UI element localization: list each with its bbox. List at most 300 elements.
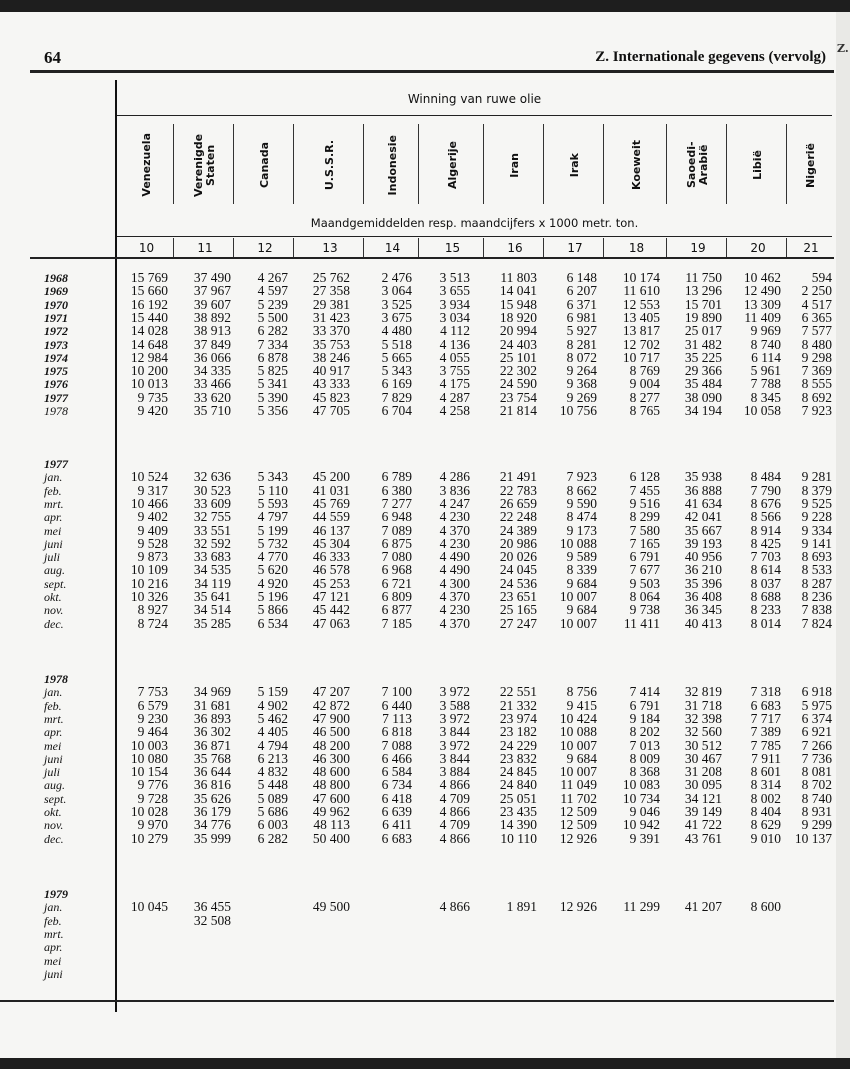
column-header-iran [485,124,545,206]
table-cell: 30 512 [684,737,722,753]
row-label: 1978 [44,404,68,418]
row-label: aug. [44,563,65,578]
table-cell: 13 296 [684,283,722,299]
table-cell: 3 655 [439,283,470,299]
table-cell: 9 230 [137,710,168,726]
table-cell: 7 911 [751,750,781,766]
table-cell: 25 051 [499,790,537,806]
row-label: okt. [44,590,62,604]
table-cell: 7 389 [750,724,781,740]
table-cell: 12 926 [559,830,597,846]
table-cell: 24 590 [499,376,537,392]
table-cell: 5 825 [257,363,288,379]
column-header-label: Libië [751,150,764,180]
table-cell: 5 110 [258,482,288,498]
table-cell: 4 230 [439,602,470,618]
column-header-koeweit [605,124,668,206]
table-cell: 26 659 [499,495,537,511]
column-header-label: Verenigde Staten [192,133,217,197]
table-cell: 34 194 [684,403,722,418]
row-label: mrt. [44,496,64,511]
table-cell: 7 266 [801,737,832,753]
table-cell: 37 849 [193,336,231,352]
table-cell: 40 917 [312,363,350,379]
table-cell: 10 088 [559,724,597,740]
table-cell: 5 196 [257,589,288,604]
column-divider [363,238,364,257]
table-cell: 20 026 [499,549,537,565]
table-cell: 35 626 [193,790,231,806]
table-cell: 12 984 [130,349,168,365]
table-cell: 11 610 [623,283,660,299]
table-cell: 5 686 [257,804,288,819]
column-divider [418,124,419,204]
table-cell: 20 986 [499,535,537,551]
row-label: 1977 [44,457,68,471]
table-cell: 6 374 [801,710,832,726]
table-cell: 10 007 [559,764,597,780]
table-cell: 8 533 [801,562,832,578]
table-cell: 7 677 [629,562,660,578]
table-cell: 9 184 [629,710,660,726]
table-cell: 8 769 [629,363,660,379]
table-cell: 9 368 [566,376,597,392]
page-number: 64 [44,48,61,67]
table-cell: 12 553 [622,296,660,312]
column-number: 20 [750,241,766,255]
row-label: feb. [44,483,62,498]
table-cell: 5 665 [381,349,412,365]
table-cell: 41 207 [684,899,722,915]
table-cell: 11 702 [560,790,597,806]
table-cell: 35 999 [193,830,231,846]
row-label: dec. [44,616,64,631]
column-divider [786,124,787,204]
table-cell: 7 736 [801,750,832,766]
column-number: 18 [628,241,645,255]
table-cell: 10 045 [130,899,168,915]
table-cell: 7 369 [801,363,832,379]
table-cell: 4 797 [257,509,288,525]
table-cell: 33 466 [193,376,231,392]
table-cell: 8 368 [629,764,660,780]
table-cell: 6 704 [381,403,412,418]
table-cell: 8 740 [750,336,781,352]
table-cell: 34 514 [193,602,231,618]
table-cell: 6 114 [751,349,781,365]
table-cell: 32 592 [193,535,231,551]
table-cell: 16 192 [130,296,168,312]
table-cell: 6 418 [381,790,412,806]
table-cell: 5 199 [257,522,288,538]
table-cell: 4 300 [439,575,470,591]
table-cell: 3 934 [439,296,470,312]
table-cell: 30 095 [684,777,722,793]
table-cell: 35 938 [684,469,722,485]
table-cell: 46 137 [312,522,350,538]
row-label: juni [44,536,63,551]
table-cell: 8 379 [801,482,832,498]
table-cell: 3 884 [439,764,470,780]
table-cell: 24 840 [499,777,537,793]
table-cell: 9 141 [801,535,832,551]
adjacent-running-head: Z. [837,42,849,55]
table-cell: 23 435 [499,804,537,819]
table-cell: 31 718 [684,697,722,713]
table-cell: 35 225 [684,349,722,365]
table-cell: 45 200 [312,469,350,485]
column-number: 14 [384,241,401,255]
table-cell: 35 641 [193,589,231,604]
table-cell: 21 814 [499,403,537,418]
table-cell: 31 208 [684,764,722,780]
table-cell: 35 396 [684,575,722,591]
row-label: 1973 [44,337,68,352]
column-divider [293,124,294,204]
scan-top-edge [0,0,850,12]
table-cell: 3 034 [439,309,470,325]
table-cell: 23 974 [499,710,537,726]
table-cell: 6 948 [381,509,412,525]
table-cell: 6 918 [801,684,832,700]
row-label: 1970 [44,297,68,312]
column-divider [173,124,174,204]
table-cell: 27 358 [312,283,350,299]
table-cell: 10 088 [559,535,597,551]
table-cell: 9 334 [801,522,832,538]
column-header-irak [545,124,605,206]
table-cell: 4 866 [439,899,470,915]
table-cell: 38 892 [193,309,231,325]
document-page [0,12,836,1058]
table-cell: 36 210 [684,562,722,578]
table-cell: 46 500 [312,724,350,740]
table-cell: 5 927 [566,323,597,339]
table-cell: 6 282 [257,830,288,846]
table-cell: 47 121 [312,589,350,604]
table-cell: 10 174 [622,270,660,285]
row-label: jan. [44,900,63,915]
table-cell: 22 248 [499,509,537,525]
table-cell: 36 345 [684,602,722,618]
table-cell: 9 738 [629,602,660,618]
table-cell: 11 049 [560,777,597,793]
table-cell: 7 580 [629,522,660,538]
table-cell: 15 440 [130,309,168,325]
row-label: apr. [44,725,63,740]
table-cell: 47 600 [312,790,350,806]
table-cell: 42 041 [684,509,722,525]
table-cell: 37 967 [193,283,231,299]
row-label: jan. [44,470,63,485]
table-cell: 15 701 [684,296,722,312]
table-cell: 4 136 [439,336,470,352]
table-cell: 8 314 [750,777,781,793]
table-cell: 14 390 [499,817,537,833]
table-cell: 41 031 [312,482,350,498]
table-cell: 6 380 [381,482,412,498]
table-cell: 9 228 [801,509,832,525]
table-cell: 3 972 [439,737,470,753]
table-cell: 36 888 [684,482,722,498]
table-cell: 8 064 [629,589,660,604]
table-cell: 7 334 [257,336,288,352]
table-cell: 6 440 [381,697,412,713]
table-cell: 7 577 [801,323,832,339]
column-number: 21 [803,241,819,255]
table-cell: 7 277 [381,495,412,511]
table-cell: 8 299 [629,509,660,525]
table-cell: 10 028 [130,804,168,819]
table-cell: 12 926 [559,899,597,915]
table-cell: 5 732 [257,535,288,551]
table-cell: 15 769 [130,270,168,285]
table-cell: 9 684 [566,750,597,766]
table-cell: 35 285 [193,615,231,631]
column-header-label: Saoedi-Arabië [685,141,710,189]
table-cell: 4 287 [439,389,470,405]
table-cell: 4 267 [257,270,288,285]
table-cell: 36 066 [193,349,231,365]
table-cell: 10 007 [559,737,597,753]
table-cell: 39 193 [684,535,722,551]
table-cell: 10 080 [130,750,168,766]
top-rule [30,70,834,73]
table-cell: 8 202 [629,724,660,740]
table-cell: 46 578 [312,562,350,578]
table-cell: 31 423 [312,309,350,325]
column-header-label: Koeweit [629,140,643,190]
table-cell: 3 972 [439,710,470,726]
table-cell: 8 009 [629,750,660,766]
table-cell: 32 819 [684,684,722,700]
table-cell: 9 010 [750,830,781,846]
table-cell: 7 165 [629,535,660,551]
row-label: mrt. [44,926,64,941]
column-header-indonesie [365,124,420,206]
table-cell: 4 230 [439,535,470,551]
table-cell: 42 872 [312,697,350,713]
table-cell: 4 866 [439,777,470,793]
table-cell: 4 112 [440,323,470,339]
table-cell: 9 464 [137,724,168,740]
table-cell: 23 651 [499,589,537,604]
table-cell: 10 083 [622,777,660,793]
table-cell: 9 503 [629,575,660,591]
table-cell: 5 343 [257,469,288,485]
table-cell: 7 013 [629,737,660,753]
table-cell: 9 684 [566,602,597,618]
table-cell: 49 500 [312,899,350,915]
row-label: juli [44,765,61,780]
table-cell: 7 788 [750,376,781,392]
table-cell: 8 339 [566,562,597,578]
table-cell: 7 753 [137,684,168,700]
column-divider [603,124,604,204]
table-cell: 4 866 [439,830,470,846]
table-cell: 7 318 [750,684,781,700]
table-cell: 23 182 [499,724,537,740]
column-number: 11 [197,241,213,255]
table-cell: 8 676 [750,495,781,511]
row-label: juni [44,966,63,981]
table-cell: 47 207 [312,684,350,700]
table-cell: 34 335 [193,363,231,379]
table-cell: 5 975 [801,697,832,713]
table-cell: 48 600 [312,764,350,780]
table-cell: 3 836 [439,482,470,498]
table-cell: 7 923 [801,403,832,418]
table-cell: 24 845 [499,764,537,780]
table-cell: 6 734 [381,777,412,793]
table-cell: 40 413 [684,615,722,631]
row-label: mrt. [44,711,64,726]
table-cell: 5 159 [257,684,288,700]
row-label: sept. [44,576,67,591]
table-cell: 10 013 [130,376,168,392]
table-cell: 24 389 [499,522,537,538]
table-cell: 6 721 [381,575,412,591]
table-cell: 7 829 [381,389,412,405]
table-cell: 6 791 [629,549,660,565]
table-cell: 36 816 [193,777,231,793]
column-header-u-s-s-r- [295,124,365,206]
table-cell: 6 371 [566,296,597,312]
row-label: juni [44,751,63,766]
table-cell: 9 728 [137,790,168,806]
column-divider [666,238,667,257]
table-cell: 48 800 [312,777,350,793]
table-cell: 10 058 [743,403,781,418]
table-cell: 10 466 [130,495,168,511]
table-cell: 7 089 [381,522,412,538]
table-cell: 46 300 [312,750,350,766]
table-cell: 30 467 [684,750,722,766]
column-divider [726,124,727,204]
table-cell: 8 740 [801,790,832,806]
table-cell: 7 113 [382,710,412,726]
table-cell: 14 648 [130,336,168,352]
table-cell: 8 281 [566,336,597,352]
table-cell: 25 101 [499,349,537,365]
table-cell: 9 281 [801,469,832,485]
table-cell: 6 169 [381,376,412,392]
table-cell: 9 525 [801,495,832,511]
table-cell: 7 100 [381,684,412,700]
table-cell: 10 462 [743,270,781,285]
table-cell: 8 233 [750,602,781,618]
column-number: 19 [690,241,706,255]
table-cell: 45 442 [312,602,350,618]
table-cell: 8 081 [801,764,832,780]
table-cell: 4 370 [439,615,470,631]
column-header-venezuela [118,124,175,206]
table-cell: 9 590 [566,495,597,511]
column-header-label: Irak [568,152,581,178]
table-cell: 10 756 [559,403,597,418]
table-cell: 8 287 [801,575,832,591]
column-number: 16 [507,241,523,255]
table-cell: 8 480 [801,336,832,352]
table-cell: 43 333 [312,376,350,392]
table-cell: 38 246 [312,349,350,365]
table-cell: 9 004 [629,376,660,392]
table-cell: 9 528 [137,535,168,551]
column-number: 12 [257,241,273,255]
table-cell: 9 415 [566,697,597,713]
table-cell: 47 705 [312,403,350,418]
table-cell: 4 490 [439,562,470,578]
table-cell: 25 017 [684,323,722,339]
table-cell: 4 709 [439,817,470,833]
table-cell: 4 517 [801,296,832,312]
row-label: 1968 [44,271,68,285]
column-header-libi- [728,124,788,206]
table-cell: 5 593 [257,495,288,511]
table-cell: 6 584 [381,764,412,780]
table-cell: 7 703 [750,549,781,565]
table-cell: 34 776 [193,817,231,833]
table-cell: 35 753 [312,336,350,352]
column-divider [786,238,787,257]
row-label: mei [44,523,62,538]
table-cell: 6 003 [257,817,288,833]
table-cell: 38 090 [684,389,722,405]
table-cell: 32 560 [684,724,722,740]
table-cell: 12 702 [622,336,660,352]
table-cell: 4 832 [257,764,288,780]
table-cell: 4 709 [439,790,470,806]
table-cell: 4 258 [439,403,470,418]
table-cell: 8 236 [801,589,832,604]
table-cell: 9 298 [801,349,832,365]
table-cell: 9 776 [137,777,168,793]
row-label: 1977 [44,390,68,405]
table-cell: 4 920 [257,575,288,591]
table-cell: 10 110 [500,830,537,846]
table-cell: 36 893 [193,710,231,726]
table-cell: 13 309 [743,296,781,312]
column-divider [666,124,667,204]
table-cell: 6 877 [381,602,412,618]
table-cell: 6 579 [137,697,168,713]
row-label: mei [44,953,62,968]
column-divider [293,238,294,257]
table-cell: 36 455 [193,899,231,915]
table-cell: 31 482 [684,336,722,352]
column-divider [603,238,604,257]
column-header-verenigde-staten [175,124,235,206]
table-cell: 8 014 [750,615,781,631]
table-cell: 48 113 [313,817,350,833]
table-cell: 9 969 [750,323,781,339]
column-header-label: Iran [508,152,521,178]
table-cell: 6 921 [801,724,832,740]
column-number: 13 [322,241,338,255]
table-cell: 7 088 [381,737,412,753]
table-cell: 3 755 [439,363,470,379]
table-cell: 7 414 [629,684,660,700]
table-cell: 10 007 [559,615,597,631]
table-cell: 11 409 [744,309,781,325]
table-cell: 8 404 [750,804,781,819]
table-cell: 5 343 [381,363,412,379]
table-cell: 3 844 [439,750,470,766]
table-cell: 7 785 [750,737,781,753]
table-cell: 36 871 [193,737,231,753]
table-cell: 49 962 [312,804,350,819]
table-cell: 35 484 [684,376,722,392]
